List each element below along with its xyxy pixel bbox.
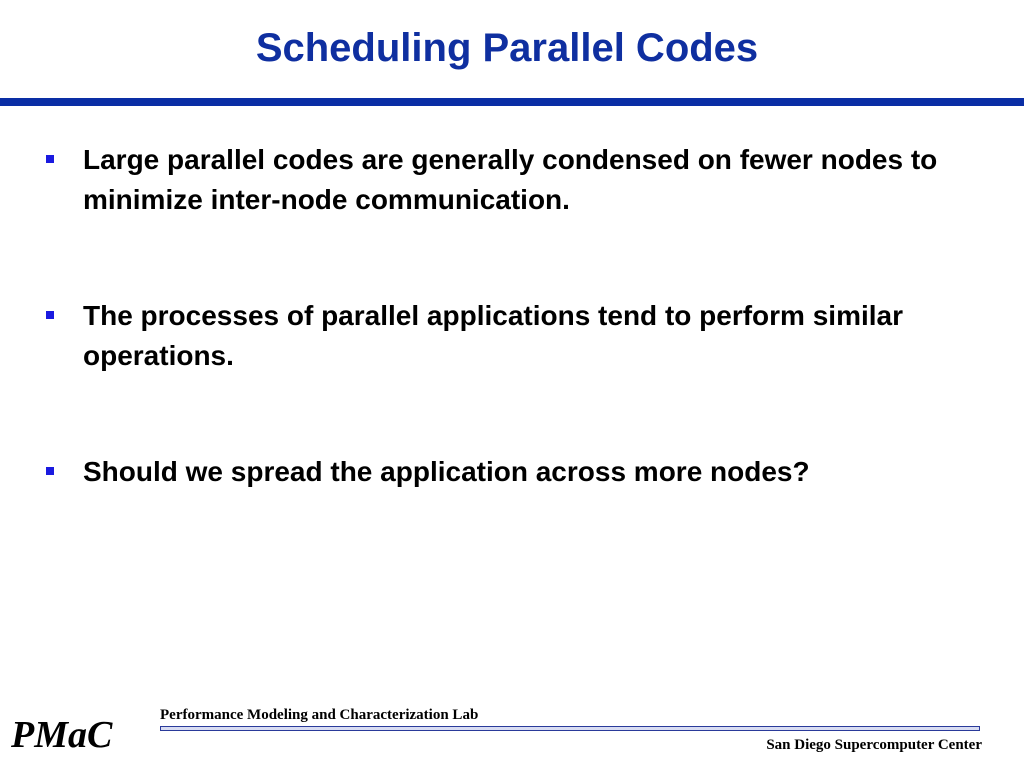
- bullet-item: [44, 296, 984, 376]
- square-bullet-icon: [46, 155, 54, 163]
- bullet-text: Should we spread the application across more nodes?: [83, 456, 810, 487]
- title-divider: [0, 98, 1024, 106]
- footer-lab-name: Performance Modeling and Characterization Lab: [160, 707, 479, 723]
- square-bullet-icon: [46, 311, 54, 319]
- bullet-item: [44, 140, 984, 220]
- square-bullet-icon: [46, 467, 54, 475]
- slide-title: Scheduling Parallel Codes: [255, 26, 759, 70]
- bullet-list: [44, 140, 984, 492]
- bullet-text: Large parallel codes are generally condensed on fewer nodes to minimize inter-node communication.: [83, 144, 938, 215]
- footer-center-name: San Diego Supercomputer Center: [766, 737, 982, 753]
- pmac-logo: PMaC: [11, 714, 113, 756]
- bullet-text: The processes of parallel applications tend to perform similar operations.: [83, 300, 903, 371]
- footer-divider: [160, 726, 980, 731]
- bullet-item: [44, 452, 984, 492]
